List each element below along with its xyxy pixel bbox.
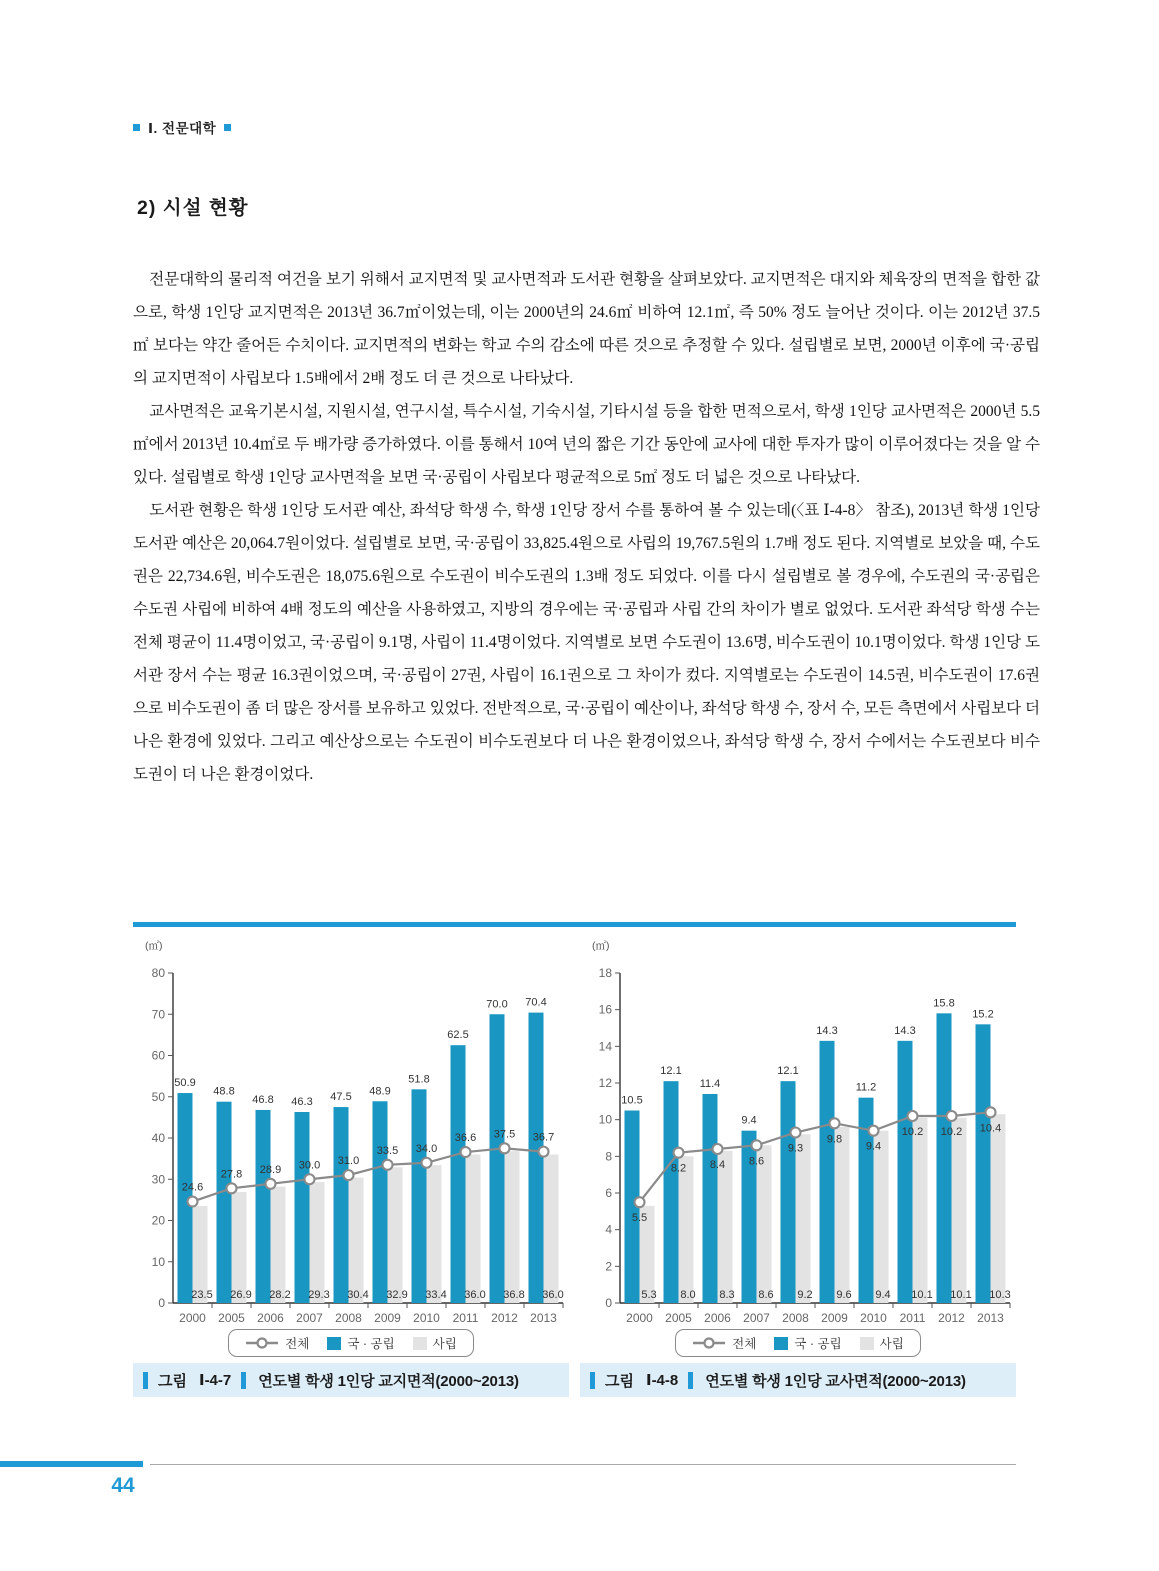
x-axis	[620, 1303, 1010, 1325]
svg-text:31.0: 31.0	[337, 1155, 360, 1168]
svg-text:2000: 2000	[179, 1311, 206, 1325]
svg-text:9.3: 9.3	[787, 1142, 804, 1155]
svg-text:12.1: 12.1	[777, 1065, 799, 1078]
svg-text:8.2: 8.2	[670, 1162, 687, 1175]
figure-caption	[580, 1363, 1016, 1397]
svg-text:28.9: 28.9	[259, 1163, 282, 1176]
svg-text:40: 40	[151, 1131, 165, 1145]
svg-text:23.5: 23.5	[191, 1289, 213, 1301]
svg-text:2011: 2011	[899, 1311, 926, 1325]
svg-text:2012: 2012	[938, 1311, 965, 1325]
svg-text:24.6: 24.6	[181, 1181, 204, 1194]
svg-text:9.4: 9.4	[875, 1289, 891, 1301]
gray-swatch-icon	[413, 1337, 427, 1350]
svg-text:32.9: 32.9	[386, 1289, 408, 1301]
svg-text:5.5: 5.5	[631, 1212, 648, 1225]
svg-text:11.2: 11.2	[855, 1081, 877, 1094]
svg-text:51.8: 51.8	[408, 1073, 430, 1086]
svg-text:26.9: 26.9	[230, 1289, 252, 1301]
legend-label: 국 · 공립	[794, 1337, 842, 1351]
body-paragraph-1: 전문대학의 물리적 여건을 보기 위해서 교지면적 및 교사면적과 도서관 현황을 살펴보았다. 교지면적은 대지와 체육장의 면적을 합한 값으로, 학생 1인당 교지면적은 2013년 36.7㎡이었는데, 이는 2000년의 24.6㎡ 비하여 12.1㎡, 즉 50% 정도 늘어난 것이다. 이는 2012년 37.5㎡ 보다는 약간 줄어든 수치이다. 교지면적의 변화는 학교 수의 감소에 따른 것으로 추정할 수 있다. 설립별로 보면, 2000년 이후에 국·공립의 교지면적이 사립보다 1.5배에서 2배 정도 더 큰 것으로 나타났다.	[133, 271, 1040, 387]
svg-text:2013: 2013	[977, 1311, 1004, 1325]
svg-text:11.4: 11.4	[699, 1078, 721, 1090]
caption-title: 연도별 학생 1인당 교지면적(2000~2013)	[258, 1372, 519, 1390]
svg-text:70.4: 70.4	[525, 996, 547, 1009]
svg-text:33.5: 33.5	[376, 1144, 399, 1157]
caption-label: 그림	[158, 1372, 187, 1390]
svg-text:10.3: 10.3	[989, 1289, 1011, 1301]
svg-text:10.4: 10.4	[979, 1122, 1002, 1135]
gray-swatch-icon	[860, 1337, 874, 1350]
y-axis	[599, 966, 620, 1310]
svg-text:60: 60	[151, 1048, 165, 1063]
legend-label: 국 · 공립	[347, 1337, 395, 1351]
svg-text:16: 16	[598, 1002, 612, 1017]
figure-caption	[133, 1363, 569, 1397]
svg-text:12: 12	[598, 1076, 612, 1090]
blue-square-icon	[224, 124, 231, 131]
svg-text:9.2: 9.2	[797, 1289, 813, 1301]
line-marker-icon	[692, 1337, 726, 1349]
svg-text:30.0: 30.0	[298, 1159, 321, 1172]
caption-title: 연도별 학생 1인당 교사면적(2000~2013)	[705, 1372, 966, 1390]
svg-text:9.4: 9.4	[865, 1140, 882, 1153]
blue-swatch-icon	[774, 1337, 788, 1350]
caption-number: Ⅰ-4-8	[645, 1372, 679, 1389]
svg-text:37.5: 37.5	[493, 1128, 516, 1141]
svg-text:2012: 2012	[491, 1311, 518, 1325]
svg-text:8.6: 8.6	[748, 1155, 765, 1168]
chart-land-area-per-student	[133, 933, 569, 1328]
svg-text:46.3: 46.3	[291, 1096, 313, 1109]
svg-text:28.2: 28.2	[269, 1289, 291, 1301]
y-axis	[152, 966, 173, 1310]
legend-item-private	[860, 1334, 904, 1352]
svg-text:5.3: 5.3	[641, 1289, 657, 1301]
bar-series	[625, 1013, 1006, 1303]
svg-text:20: 20	[151, 1213, 165, 1228]
svg-text:36.0: 36.0	[464, 1289, 486, 1301]
figure-building-area	[580, 933, 1016, 1397]
svg-text:12.1: 12.1	[660, 1065, 682, 1078]
svg-text:30.4: 30.4	[347, 1289, 369, 1301]
svg-text:10.1: 10.1	[911, 1289, 933, 1301]
caption-bar-icon	[241, 1372, 246, 1389]
page-number: 44	[111, 1474, 135, 1497]
svg-text:14.3: 14.3	[894, 1024, 916, 1037]
svg-text:2000: 2000	[626, 1311, 653, 1325]
legend-label: 전체	[732, 1337, 757, 1351]
svg-text:6: 6	[605, 1186, 612, 1200]
svg-text:80: 80	[151, 966, 165, 980]
svg-text:2011: 2011	[452, 1311, 479, 1325]
body-paragraph-3: 도서관 현황은 학생 1인당 도서관 예산, 좌석당 학생 수, 학생 1인당 장서 수를 통하여 볼 수 있는데(〈표 Ⅰ-4-8〉 참조), 2013년 학생 1인당 도서관 예산은 20,064.7원이었다. 설립별로 보면, 국·공립이 33,825.4원으로 사립의 19,767.5원의 1.7배 정도 된다. 지역별로 보았을 때, 수도권은 22,734.6원, 비수도권은 18,075.6원으로 수도권이 비수도권의 1.3배 정도 되었다. 이를 다시 설립별로 볼 경우에, 수도권의 국·공립은 수도권 사립에 비하여 4배 정도의 예산을 사용하였고, 지방의 경우에는 국·공립과 사립 간의 차이가 별로 없었다. 도서관 좌석당 학생 수는 전체 평균이 11.4명이었고, 국·공립이 9.1명, 사립이 11.4명이었다. 지역별로 보면 수도권이 13.6명, 비수도권이 10.1명이었다. 학생 1인당 도서관 장서 수는 평균 16.3권이었으며, 국·공립이 27권, 사립이 16.1권으로 그 차이가 컸다. 지역별로는 수도권이 14.5권, 비수도권이 17.6권으로 비수도권이 좀 더 많은 장서를 보유하고 있었다. 전반적으로, 국·공립이 예산이나, 좌석당 학생 수, 장서 수, 모든 측면에서 사립보다 더 나은 환경에 있었다. 그리고 예산상으로는 수도권이 비수도권보다 더 나은 환경이었으나, 좌석당 학생 수, 장서 수에서는 수도권보다 비수도권이 더 나은 환경이었다.	[133, 502, 1040, 783]
svg-text:8: 8	[605, 1149, 612, 1164]
line-marker-icon	[245, 1337, 279, 1349]
svg-text:10: 10	[151, 1254, 165, 1269]
caption-bar-icon	[143, 1372, 148, 1389]
legend-item-total	[245, 1334, 309, 1352]
legend-label: 사립	[432, 1337, 457, 1351]
svg-text:36.7: 36.7	[532, 1131, 555, 1144]
svg-text:70: 70	[151, 1007, 165, 1022]
caption-bar-icon	[688, 1372, 693, 1389]
svg-text:14.3: 14.3	[816, 1024, 838, 1037]
blue-square-icon	[133, 124, 140, 131]
svg-text:2007: 2007	[296, 1311, 323, 1325]
caption-bar-icon	[590, 1372, 595, 1389]
svg-text:27.8: 27.8	[220, 1168, 243, 1181]
footer-rule	[150, 1464, 1016, 1465]
svg-text:29.3: 29.3	[308, 1289, 330, 1301]
legend-item-public	[774, 1334, 841, 1352]
blue-swatch-icon	[327, 1337, 341, 1350]
legend-item-public	[327, 1334, 394, 1352]
caption-number: Ⅰ-4-7	[198, 1372, 232, 1389]
svg-text:15.8: 15.8	[933, 997, 955, 1010]
svg-text:36.0: 36.0	[542, 1289, 564, 1301]
figure-land-area	[133, 933, 569, 1397]
svg-text:50: 50	[151, 1089, 165, 1104]
caption-label: 그림	[605, 1372, 634, 1390]
svg-text:10.1: 10.1	[950, 1289, 972, 1301]
svg-text:10.2: 10.2	[901, 1126, 924, 1138]
svg-text:2008: 2008	[335, 1311, 362, 1325]
svg-text:0: 0	[158, 1296, 165, 1310]
svg-text:9.6: 9.6	[836, 1289, 852, 1301]
figures-row	[133, 933, 1016, 1397]
svg-text:48.8: 48.8	[213, 1085, 235, 1098]
svg-text:8.0: 8.0	[680, 1289, 696, 1301]
svg-text:70.0: 70.0	[486, 998, 508, 1011]
section-title: 2) 시설 현황	[137, 197, 249, 219]
svg-text:30: 30	[151, 1172, 165, 1187]
svg-text:33.4: 33.4	[425, 1289, 447, 1301]
svg-text:2005: 2005	[218, 1311, 245, 1325]
svg-text:46.8: 46.8	[252, 1093, 274, 1106]
svg-text:47.5: 47.5	[330, 1091, 352, 1104]
svg-text:48.9: 48.9	[369, 1085, 391, 1098]
svg-text:8.3: 8.3	[719, 1289, 735, 1301]
legend-label: 전체	[285, 1337, 310, 1351]
svg-text:18: 18	[598, 966, 612, 980]
figures-top-rule	[133, 922, 1016, 927]
svg-text:34.0: 34.0	[415, 1142, 438, 1155]
footer-accent-bar	[0, 1461, 143, 1467]
svg-text:10.5: 10.5	[621, 1094, 643, 1107]
chart-legend	[675, 1329, 921, 1357]
legend-label: 사립	[879, 1337, 904, 1351]
legend-item-total	[692, 1334, 756, 1352]
bar-series	[178, 1013, 559, 1303]
svg-text:2013: 2013	[530, 1311, 557, 1325]
svg-text:2009: 2009	[374, 1311, 401, 1325]
svg-text:2007: 2007	[743, 1311, 770, 1325]
x-axis	[173, 1303, 563, 1325]
svg-text:2006: 2006	[704, 1311, 731, 1325]
legend-item-private	[413, 1334, 457, 1352]
y-axis-unit: (㎡)	[592, 940, 610, 952]
svg-text:2010: 2010	[413, 1311, 440, 1325]
svg-text:2009: 2009	[821, 1311, 848, 1325]
svg-text:4: 4	[605, 1222, 612, 1237]
svg-text:9.8: 9.8	[826, 1133, 843, 1146]
svg-text:2010: 2010	[860, 1311, 887, 1325]
running-header	[133, 117, 231, 137]
running-header-text: Ⅰ. 전문대학	[148, 121, 217, 136]
svg-text:62.5: 62.5	[447, 1029, 469, 1042]
svg-text:10: 10	[598, 1112, 612, 1127]
svg-text:2: 2	[605, 1259, 612, 1274]
y-axis-unit: (㎡)	[145, 940, 163, 952]
svg-text:14: 14	[598, 1039, 612, 1054]
chart-legend	[228, 1329, 474, 1357]
body-paragraph-2: 교사면적은 교육기본시설, 지원시설, 연구시설, 특수시설, 기숙시설, 기타시설 등을 합한 면적으로서, 학생 1인당 교사면적은 2000년 5.5㎡에서 2013년 10.4㎡로 두 배가량 증가하였다. 이를 통해서 10여 년의 짧은 기간 동안에 교사에 대한 투자가 많이 이루어졌다는 것을 알 수 있다. 설립별로 학생 1인당 교사면적을 보면 국·공립이 사립보다 평균적으로 5㎡ 정도 더 넓은 것으로 나타났다.	[133, 403, 1040, 486]
svg-text:15.2: 15.2	[972, 1008, 994, 1021]
svg-text:2006: 2006	[257, 1311, 284, 1325]
svg-text:2008: 2008	[782, 1311, 809, 1325]
svg-text:9.4: 9.4	[741, 1114, 757, 1127]
chart-building-area-per-student	[580, 933, 1016, 1328]
svg-text:8.4: 8.4	[709, 1159, 726, 1171]
body-text	[133, 263, 1040, 791]
svg-text:36.6: 36.6	[454, 1132, 477, 1145]
svg-text:36.8: 36.8	[503, 1289, 525, 1301]
svg-text:0: 0	[605, 1296, 612, 1310]
svg-text:10.2: 10.2	[940, 1126, 963, 1138]
svg-text:8.6: 8.6	[758, 1289, 774, 1301]
svg-text:2005: 2005	[665, 1311, 692, 1325]
svg-text:50.9: 50.9	[174, 1077, 196, 1090]
